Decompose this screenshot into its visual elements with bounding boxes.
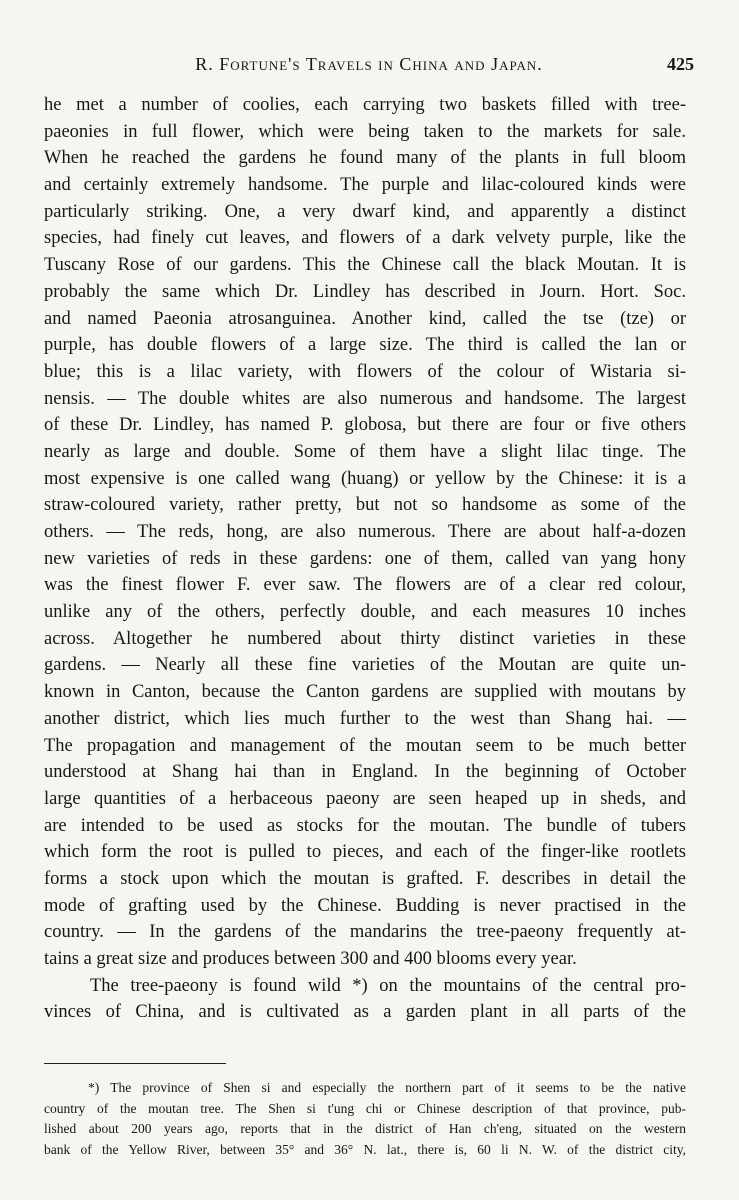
footnote-line: country of the moutan tree. The Shen si t'ung chi or Chinese description of that province, pub- — [44, 1100, 686, 1116]
text-line: was the finest flower F. ever saw. The flowers are of a clear red colour, — [44, 575, 686, 596]
footnote-divider — [44, 1063, 226, 1064]
text-line: species, had finely cut leaves, and flowers of a dark velvety purple, like the — [44, 228, 686, 249]
text-line: and certainly extremely handsome. The purple and lilac-coloured kinds were — [44, 175, 686, 196]
footnote-line: bank of the Yellow River, between 35° and 36° N. lat., there is, 60 li N. W. of the district city, — [44, 1141, 686, 1157]
text-line: gardens. — Nearly all these fine varieties of the Moutan are quite un- — [44, 655, 686, 676]
text-line: across. Altogether he numbered about thirty distinct varieties in these — [44, 628, 686, 649]
text-line: which form the root is pulled to pieces, and each of the finger-like rootlets — [44, 842, 686, 863]
text-line: country. — In the gardens of the mandarins the tree-paeony frequently at- — [44, 922, 686, 943]
text-line: new varieties of reds in these gardens: one of them, called van yang hony — [44, 548, 686, 569]
footnote — [44, 1078, 686, 1160]
text-line: others. — The reds, hong, are also numerous. There are about half-a-dozen — [44, 522, 686, 542]
footnote-line: lished about 200 years ago, reports that in the district of Han ch'eng, situated on the western — [44, 1121, 686, 1136]
text-line: forms a stock upon which the moutan is grafted. F. describes in detail the — [44, 868, 686, 889]
text-line: nensis. — The double whites are also numerous and handsome. The largest — [44, 388, 686, 409]
text-line: particularly striking. One, a very dwarf kind, and apparently a distinct — [44, 201, 686, 222]
page-header — [44, 50, 694, 80]
footnote-line: *) The province of Shen si and especially the northern part of it seems to be the native — [88, 1080, 686, 1095]
text-line: another district, which lies much further to the west than Shang hai. — — [44, 708, 686, 729]
text-line: The propagation and management of the moutan seem to be much better — [44, 735, 686, 756]
text-line: mode of grafting used by the Chinese. Budding is never practised in the — [44, 895, 686, 916]
text-line: large quantities of a herbaceous paeony are seen heaped up in sheds, and — [44, 788, 686, 809]
text-line: straw-coloured variety, rather pretty, but not so handsome as some of the — [44, 495, 686, 516]
text-line: paeonies in full flower, which were being taken to the markets for sale. — [44, 121, 686, 142]
text-line: blue; this is a lilac variety, with flowers of the colour of Wistaria si- — [44, 361, 686, 382]
text-line: unlike any of the others, perfectly double, and each measures 10 inches — [44, 602, 686, 623]
text-line: understood at Shang hai than in England. In the beginning of October — [44, 762, 686, 783]
text-line: most expensive is one called wang (huang) or yellow by the Chinese: it is a — [44, 468, 686, 489]
running-head: R. Fortune's Travels in China and Japan. — [195, 54, 543, 74]
text-line: vinces of China, and is cultivated as a garden plant in all parts of the — [44, 1002, 686, 1023]
text-line: Tuscany Rose of our gardens. This the Chinese call the black Moutan. It is — [44, 255, 686, 276]
paragraph-first-line: The tree-paeony is found wild *) on the mountains of the central pro- — [90, 975, 686, 996]
page-number: 425 — [667, 54, 694, 74]
text-line: of these Dr. Lindley, has named P. globosa, but there are four or five others — [44, 415, 686, 436]
text-line: known in Canton, because the Canton gardens are supplied with moutans by — [44, 682, 686, 703]
text-line: he met a number of coolies, each carrying two baskets filled with tree- — [44, 95, 686, 115]
text-line: purple, has double flowers of a large size. The third is called the lan or — [44, 335, 686, 356]
text-line: tains a great size and produces between 300 and 400 blooms every year. — [44, 949, 577, 969]
text-line: nearly as large and double. Some of them have a slight lilac tinge. The — [44, 441, 686, 462]
text-line: and named Paeonia atrosanguinea. Another kind, called the tse (tze) or — [44, 308, 686, 329]
text-line: probably the same which Dr. Lindley has described in Journ. Hort. Soc. — [44, 281, 686, 302]
text-line: When he reached the gardens he found many of the plants in full bloom — [44, 148, 686, 169]
text-line: are intended to be used as stocks for the moutan. The bundle of tubers — [44, 815, 686, 836]
body-text — [44, 92, 686, 1026]
